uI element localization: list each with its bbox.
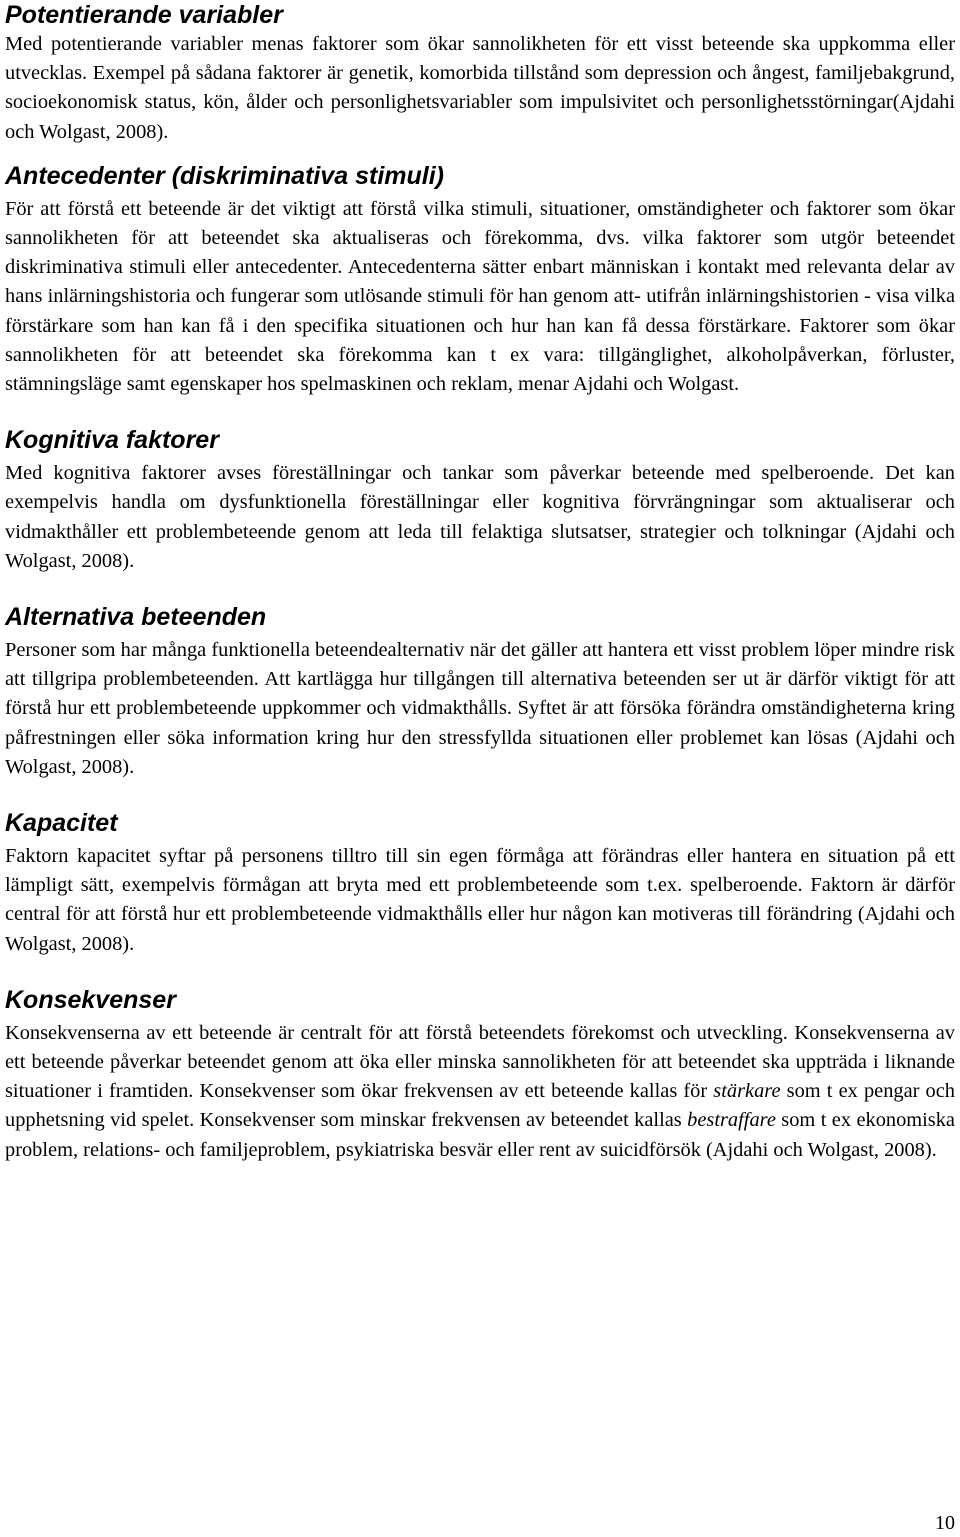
section-heading: Alternativa beteenden [5, 603, 267, 632]
spacer [5, 782, 955, 808]
section-paragraph: Med potentierande variabler menas faktorer som ökar sannolikheten för ett visst beteende ska uppkomma eller utvecklas. Exempel på sådana faktorer är genetik, komorbida tillstånd som depression och ångest, familjebakgrund, socioekonomisk status, kön, ålder och personlighetsvariabler som impulsivitet och personlighetsstörningar(Ajdahi och Wolgast, 2008). [5, 33, 955, 143]
paragraph-text: som t ex ekonomiska problem, relations- och familjeproblem, psykiatriska besvär eller rent av suicidförsök (Ajdahi och Wolgast, 2008). [5, 1109, 955, 1161]
section-potentierande-variabler [5, 0, 955, 147]
spacer [5, 959, 955, 985]
section-heading: Potentierande variabler [5, 1, 283, 29]
emphasized-term: stärkare [713, 1080, 781, 1103]
section-paragraph [5, 1019, 955, 1165]
spacer [5, 147, 955, 161]
section-paragraph: Personer som har många funktionella beteendealternativ när det gäller att hantera ett visst problem löper mindre risk att tillgripa problembeteenden. Att kartlägga hur tillgången till alternativa beteenden ser ut är därför viktigt för att förstå hur ett problembeteende uppkommer och vidmakthålls. Syftet är att försöka förändra omständigheterna kring påfrestningen eller söka information kring hur den stressfyllda situationen eller problemet kan lösas (Ajdahi och Wolgast, 2008). [5, 639, 955, 778]
paragraph-text: Konsekvenserna av ett beteende är centralt för att förstå beteendets förekomst och utveckling. Konsekvenserna av ett beteende påverkar beteendet genom att öka eller minska sannolikheten för att beteendet ska uppträda i liknande situationer i framtiden. Konsekvenser som ökar frekvensen av ett beteende kallas för [5, 1021, 955, 1103]
section-kognitiva-faktorer [5, 425, 955, 576]
section-heading: Antecedenter (diskriminativa stimuli) [5, 161, 445, 190]
emphasized-term: bestraffare [687, 1109, 776, 1132]
paragraph-text: som t ex pengar och upphetsning vid spelet. Konsekvenser som minskar frekvensen av beteendet kallas [5, 1080, 955, 1132]
section-alternativa-beteenden [5, 602, 955, 782]
page-number: 10 [935, 1512, 955, 1534]
section-paragraph: För att förstå ett beteende är det viktigt att förstå vilka stimuli, situationer, omständigheter och faktorer som ökar sannolikheten för att beteendet ska aktualiseras och förekomma, dvs. vilka faktorer som utgör beteendet diskriminativa stimuli eller antecedenter. Antecedenterna sätter enbart människan i kontakt med relevanta delar av hans inlärningshistoria och fungerar som utlösande stimuli för han genom att- utifrån inlärningshistorien - visa vilka förstärkare som han kan få i den specifika situationen och hur han kan få dessa förstärkare. Faktorer som ökar sannolikheten för att beteendet ska förekomma kan t ex vara: tillgänglighet, alkoholpåverkan, förluster, stämningsläge samt egenskaper hos spelmaskinen och reklam, menar Ajdahi och Wolgast. [5, 197, 955, 396]
section-antecedenter [5, 161, 955, 399]
section-konsekvenser [5, 985, 955, 1165]
section-paragraph: Med kognitiva faktorer avses föreställningar och tankar som påverkar beteende med spelberoende. Det kan exempelvis handla om dysfunktionella föreställningar eller kognitiva förvrängningar som aktualiserar och vidmakthåller ett problembeteende genom att leda till felaktiga slutsatser, strategier och tolkningar (Ajdahi och Wolgast, 2008). [5, 462, 955, 572]
section-heading: Konsekvenser [5, 985, 176, 1014]
section-kapacitet [5, 808, 955, 959]
section-heading: Kapacitet [5, 809, 118, 838]
section-paragraph: Faktorn kapacitet syftar på personens tilltro till sin egen förmåga att förändras eller hantera en situation på ett lämpligt sätt, exempelvis förmågan att bryta med ett problembeteende som t.ex. spelberoende. Faktorn är därför central för att förstå hur ett problembeteende vidmakthålls eller hur någon kan motiveras till förändring (Ajdahi och Wolgast, 2008). [5, 845, 955, 955]
spacer [5, 576, 955, 602]
spacer [5, 399, 955, 425]
section-heading: Kognitiva faktorer [5, 426, 219, 455]
document-page [5, 0, 955, 1165]
